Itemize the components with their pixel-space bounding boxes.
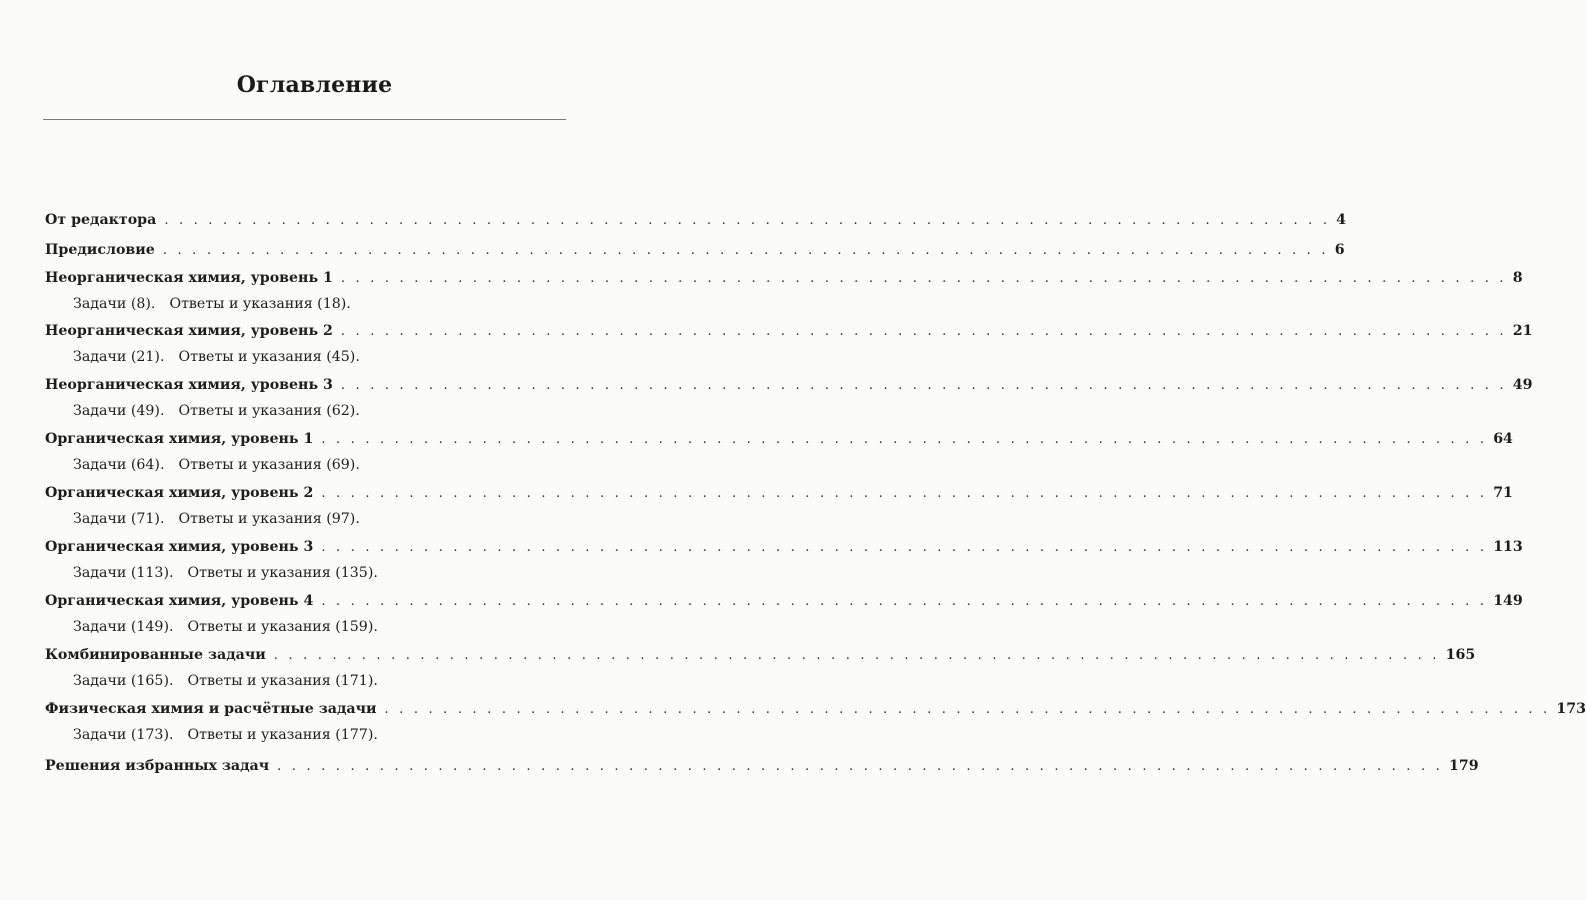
dot-leader: . . . . . . . . . . . . . . . . . . . . . . . . . . . . . . . . . . . . . . . . . . . . . . . . . . . . . . . . . . . . . . . . . . . . . . . . . . . . . . . . xyxy=(273,648,1440,663)
dot-leader: . . . . . . . . . . . . . . . . . . . . . . . . . . . . . . . . . . . . . . . . . . . . . . . . . . . . . . . . . . . . . . . . . . . . . . . . . . . . . . . . xyxy=(384,702,1551,717)
answers-ref: Ответы и указания (62). xyxy=(178,403,360,419)
tasks-ref: Задачи (165). xyxy=(73,673,174,689)
toc-entry-title: Органическая химия, уровень 1 xyxy=(45,431,314,447)
toc-subentry xyxy=(73,725,568,745)
dot-leader: . . . . . . . . . . . . . . . . . . . . . . . . . . . . . . . . . . . . . . . . . . . . . . . . . . . . . . . . . . . . . . . . . . . . . . . . . . . . . . . . xyxy=(277,759,1443,774)
tasks-ref: Задачи (8). xyxy=(73,296,156,312)
toc-entry-title: Органическая химия, уровень 2 xyxy=(45,485,314,501)
toc-subentry xyxy=(73,401,568,421)
toc-entry[interactable] xyxy=(45,483,1513,529)
page-title: Оглавление xyxy=(236,72,393,98)
answers-ref: Ответы и указания (159). xyxy=(187,619,378,635)
tasks-ref: Задачи (21). xyxy=(73,349,165,365)
toc-entry-page: 179 xyxy=(1448,758,1479,774)
tasks-ref: Задачи (149). xyxy=(73,619,174,635)
toc-subentry xyxy=(73,509,568,529)
toc-entry-page: 8 xyxy=(1512,270,1523,286)
tasks-ref: Задачи (64). xyxy=(73,457,165,473)
dot-leader: . . . . . . . . . . . . . . . . . . . . . . . . . . . . . . . . . . . . . . . . . . . . . . . . . . . . . . . . . . . . . . . . . . . . . . . . . . . . . . . . xyxy=(321,432,1488,447)
toc-entry-page: 49 xyxy=(1512,377,1533,393)
toc-entry-page: 113 xyxy=(1493,539,1523,555)
toc-entry-page: 21 xyxy=(1512,323,1533,339)
toc-subentry xyxy=(73,617,568,637)
toc-entry-title: Органическая химия, уровень 4 xyxy=(45,593,314,609)
toc-entry-page: 6 xyxy=(1334,242,1345,258)
toc-entry-page: 4 xyxy=(1336,212,1347,228)
toc-entry-page: 64 xyxy=(1493,431,1513,447)
answers-ref: Ответы и указания (69). xyxy=(178,457,360,473)
toc-entry-page: 165 xyxy=(1445,647,1476,663)
toc-subentry xyxy=(73,563,568,583)
toc-entry-title: Неорганическая химия, уровень 3 xyxy=(45,377,333,393)
title-divider xyxy=(43,119,566,120)
dot-leader: . . . . . . . . . . . . . . . . . . . . . . . . . . . . . . . . . . . . . . . . . . . . . . . . . . . . . . . . . . . . . . . . . . . . . . . . . . . . . . . . xyxy=(340,324,1507,339)
toc-subentry xyxy=(73,294,568,314)
answers-ref: Ответы и указания (177). xyxy=(187,727,378,743)
toc-entry[interactable] xyxy=(45,210,1347,230)
dot-leader: . . . . . . . . . . . . . . . . . . . . . . . . . . . . . . . . . . . . . . . . . . . . . . . . . . . . . . . . . . . . . . . . . . . . . . . . . . . . . . . . xyxy=(321,540,1488,555)
dot-leader: . . . . . . . . . . . . . . . . . . . . . . . . . . . . . . . . . . . . . . . . . . . . . . . . . . . . . . . . . . . . . . . . . . . . . . . . . . . . . . . . xyxy=(164,213,1331,228)
toc-entry[interactable] xyxy=(45,240,1345,260)
tasks-ref: Задачи (71). xyxy=(73,511,165,527)
answers-ref: Ответы и указания (45). xyxy=(178,349,360,365)
toc-entry[interactable] xyxy=(45,429,1513,475)
answers-ref: Ответы и указания (135). xyxy=(187,565,378,581)
toc-entry-title: Предисловие xyxy=(45,242,155,258)
toc-subentry xyxy=(73,671,568,691)
toc-entry[interactable] xyxy=(45,321,1533,367)
toc-entry[interactable] xyxy=(45,699,1586,745)
toc-entry[interactable] xyxy=(45,591,1523,637)
answers-ref: Ответы и указания (18). xyxy=(169,296,351,312)
answers-ref: Ответы и указания (171). xyxy=(187,673,378,689)
toc-entry[interactable] xyxy=(45,645,1476,691)
toc-subentry xyxy=(73,347,568,367)
toc-entry-page: 149 xyxy=(1493,593,1523,609)
dot-leader: . . . . . . . . . . . . . . . . . . . . . . . . . . . . . . . . . . . . . . . . . . . . . . . . . . . . . . . . . . . . . . . . . . . . . . . . . . . . . . . . xyxy=(340,271,1507,286)
toc-entry[interactable] xyxy=(45,756,1479,776)
toc-entry-title: Неорганическая химия, уровень 1 xyxy=(45,270,333,286)
toc-entry-title: Физическая химия и расчётные задачи xyxy=(45,701,377,717)
toc-entry[interactable] xyxy=(45,537,1523,583)
dot-leader: . . . . . . . . . . . . . . . . . . . . . . . . . . . . . . . . . . . . . . . . . . . . . . . . . . . . . . . . . . . . . . . . . . . . . . . . . . . . . . . . xyxy=(321,594,1488,609)
toc-entry[interactable] xyxy=(45,375,1533,421)
toc-entry-page: 71 xyxy=(1493,485,1513,501)
toc-entry-title: Решения избранных задач xyxy=(45,758,270,774)
dot-leader: . . . . . . . . . . . . . . . . . . . . . . . . . . . . . . . . . . . . . . . . . . . . . . . . . . . . . . . . . . . . . . . . . . . . . . . . . . . . . . . . xyxy=(321,486,1488,501)
tasks-ref: Задачи (173). xyxy=(73,727,174,743)
dot-leader: . . . . . . . . . . . . . . . . . . . . . . . . . . . . . . . . . . . . . . . . . . . . . . . . . . . . . . . . . . . . . . . . . . . . . . . . . . . . . . . . xyxy=(340,378,1507,393)
toc-entry-title: Неорганическая химия, уровень 2 xyxy=(45,323,333,339)
toc-entry-title: От редактора xyxy=(45,212,157,228)
tasks-ref: Задачи (49). xyxy=(73,403,165,419)
dot-leader: . . . . . . . . . . . . . . . . . . . . . . . . . . . . . . . . . . . . . . . . . . . . . . . . . . . . . . . . . . . . . . . . . . . . . . . . . . . . . . . . xyxy=(162,243,1329,258)
tasks-ref: Задачи (113). xyxy=(73,565,174,581)
toc-entry-title: Органическая химия, уровень 3 xyxy=(45,539,314,555)
answers-ref: Ответы и указания (97). xyxy=(178,511,360,527)
toc-entry-page: 173 xyxy=(1556,701,1586,717)
toc-subentry xyxy=(73,455,568,475)
toc-entry-title: Комбинированные задачи xyxy=(45,647,266,663)
toc-entry[interactable] xyxy=(45,268,1523,314)
